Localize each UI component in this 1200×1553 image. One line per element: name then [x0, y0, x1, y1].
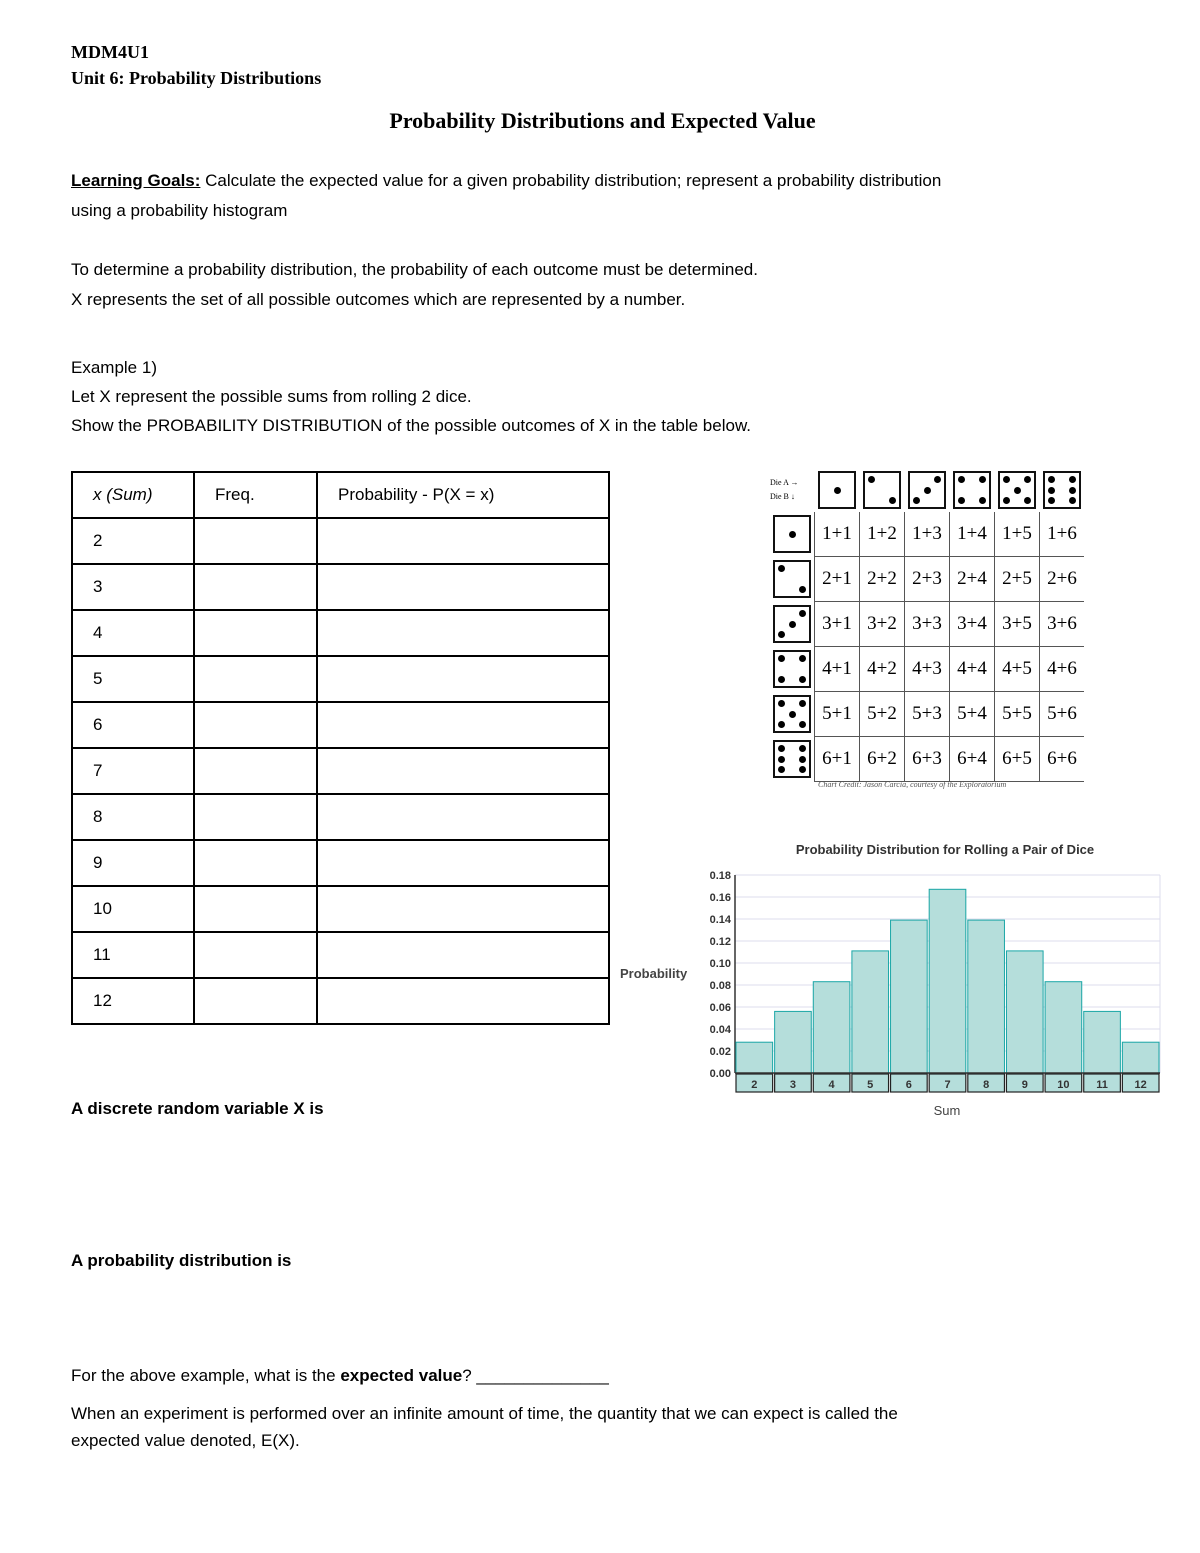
sum-cell: 5: [72, 656, 194, 702]
die-face-5-icon: [773, 695, 811, 733]
y-tick-label: 0.04: [709, 1024, 731, 1036]
pip: [1024, 476, 1031, 483]
expected-value-definition: expected value denoted, E(X).: [71, 1431, 300, 1450]
table-row: [72, 840, 609, 886]
x-tick-label: 9: [1021, 1079, 1028, 1091]
sum-cell: 11: [72, 932, 194, 978]
sum-cell: 9: [72, 840, 194, 886]
pip: [979, 497, 986, 504]
dice-sum-cell: 2+3: [905, 557, 950, 602]
pip: [778, 676, 785, 683]
table-row: [72, 656, 609, 702]
dice-sum-cell: 3+5: [995, 602, 1040, 647]
pip: [1069, 487, 1076, 494]
dice-sum-cell: 6+2: [860, 737, 905, 782]
pip: [799, 700, 806, 707]
x-tick-label: 12: [1134, 1079, 1147, 1091]
dice-sum-cell: 1+5: [995, 512, 1040, 557]
dice-row: [770, 512, 1084, 557]
sum-cell: 2: [72, 518, 194, 564]
freq-cell[interactable]: [194, 518, 317, 564]
dice-sum-cell: 4+4: [950, 647, 995, 692]
die-face-2-icon: [773, 560, 811, 598]
pip: [1069, 476, 1076, 483]
pip: [1014, 487, 1021, 494]
dice-sum-cell: 1+3: [905, 512, 950, 557]
die-b-label: Die B ↓: [770, 492, 795, 501]
dice-sum-cell: 6+1: [815, 737, 860, 782]
freq-cell[interactable]: [194, 702, 317, 748]
pip: [789, 621, 796, 628]
histogram-bar: [813, 982, 850, 1073]
probability-cell[interactable]: [317, 932, 609, 978]
pip: [934, 476, 941, 483]
answer-blank[interactable]: ______________: [476, 1366, 609, 1385]
dice-sum-cell: 3+6: [1040, 602, 1085, 647]
freq-cell[interactable]: [194, 978, 317, 1024]
intro-line: To determine a probability distribution, the probability of each outcome must be determined.: [71, 260, 758, 279]
probability-cell[interactable]: [317, 518, 609, 564]
x-axis-label: Sum: [933, 1103, 961, 1118]
probability-cell[interactable]: [317, 748, 609, 794]
pip: [958, 497, 965, 504]
table-row: [72, 794, 609, 840]
die-face-3-icon: [908, 471, 946, 509]
pip: [799, 721, 806, 728]
die-face-4-icon: [953, 471, 991, 509]
y-axis-label: Probability: [620, 966, 688, 981]
y-tick-label: 0.16: [709, 892, 731, 904]
y-tick-label: 0.10: [709, 958, 731, 970]
pip: [1003, 497, 1010, 504]
pip: [789, 711, 796, 718]
course-code: MDM4U1: [71, 42, 149, 62]
sum-cell: 4: [72, 610, 194, 656]
column-header: Probability - P(X = x): [317, 472, 609, 518]
expected-value-definition: When an experiment is performed over an infinite amount of time, the quantity that we can expect is called the: [71, 1404, 898, 1423]
learning-goals: [71, 171, 941, 191]
pip: [778, 700, 785, 707]
x-tick-label: 2: [751, 1079, 758, 1091]
x-tick-label: 3: [789, 1079, 797, 1091]
pip: [979, 476, 986, 483]
dice-sum-cell: 5+1: [815, 692, 860, 737]
histogram-bar: [1084, 1011, 1121, 1073]
x-tick-label: 4: [828, 1079, 835, 1091]
table-row: [72, 748, 609, 794]
freq-cell[interactable]: [194, 564, 317, 610]
pip: [799, 745, 806, 752]
dice-row: [770, 692, 1084, 737]
table-row: [72, 518, 609, 564]
dice-row: [770, 557, 1084, 602]
dice-sum-cell: 4+6: [1040, 647, 1085, 692]
pip: [834, 487, 841, 494]
dice-sum-cell: 2+1: [815, 557, 860, 602]
probability-cell[interactable]: [317, 610, 609, 656]
dice-sum-cell: 6+5: [995, 737, 1040, 782]
pip: [799, 586, 806, 593]
learning-goals-text-2: using a probability histogram: [71, 201, 288, 220]
discrete-variable-prompt: A discrete random variable X is: [71, 1099, 324, 1118]
pip: [1048, 476, 1055, 483]
sum-cell: 8: [72, 794, 194, 840]
histogram-bar: [736, 1042, 773, 1073]
learning-goals-label: Learning Goals:: [71, 171, 201, 190]
histogram-bar: [891, 920, 928, 1073]
die-a-label: Die A →: [770, 478, 799, 487]
pip: [1048, 497, 1055, 504]
dice-sum-cell: 1+4: [950, 512, 995, 557]
die-face-6-icon: [773, 740, 811, 778]
pip: [1024, 497, 1031, 504]
unit-title: Unit 6: Probability Distributions: [71, 68, 322, 88]
example-heading: Example 1): [71, 358, 157, 377]
probability-cell[interactable]: [317, 794, 609, 840]
dice-sum-cell: 5+4: [950, 692, 995, 737]
dice-sum-cell: 4+3: [905, 647, 950, 692]
pip: [799, 756, 806, 763]
histogram-bar: [929, 889, 966, 1073]
histogram-bar: [1122, 1042, 1159, 1073]
pip: [778, 565, 785, 572]
probability-cell[interactable]: [317, 702, 609, 748]
pip: [1003, 476, 1010, 483]
column-header: Freq.: [194, 472, 317, 518]
pip: [924, 487, 931, 494]
probability-cell[interactable]: [317, 564, 609, 610]
intro-line: X represents the set of all possible outcomes which are represented by a number.: [71, 290, 686, 309]
pip: [958, 476, 965, 483]
sum-cell: 10: [72, 886, 194, 932]
x-tick-label: 7: [944, 1079, 951, 1091]
y-tick-label: 0.06: [709, 1002, 731, 1014]
dice-sum-cell: 4+1: [815, 647, 860, 692]
dice-sum-cell: 6+6: [1040, 737, 1085, 782]
pip: [799, 610, 806, 617]
dice-sum-cell: 3+2: [860, 602, 905, 647]
example-line: Show the PROBABILITY DISTRIBUTION of the possible outcomes of X in the table below.: [71, 416, 752, 435]
probability-distribution-prompt: A probability distribution is: [71, 1251, 292, 1270]
sum-cell: 6: [72, 702, 194, 748]
histogram-bar: [852, 951, 889, 1073]
dice-sum-cell: 1+6: [1040, 512, 1085, 557]
pip: [789, 531, 796, 538]
pip: [889, 497, 896, 504]
probability-cell[interactable]: [317, 656, 609, 702]
histogram-bar: [1006, 951, 1043, 1073]
table-header-row: [72, 472, 609, 518]
dice-sum-cell: 1+2: [860, 512, 905, 557]
dice-sum-cell: 3+4: [950, 602, 995, 647]
pip: [778, 756, 785, 763]
die-face-1-icon: [818, 471, 856, 509]
dice-outcomes-grid: [770, 468, 1084, 782]
x-tick-label: 5: [867, 1079, 874, 1091]
pip: [799, 766, 806, 773]
sum-cell: 12: [72, 978, 194, 1024]
x-tick-label: 10: [1057, 1079, 1070, 1091]
pip: [778, 745, 785, 752]
die-face-5-icon: [998, 471, 1036, 509]
pip: [1048, 487, 1055, 494]
table-row: [72, 886, 609, 932]
freq-cell[interactable]: [194, 932, 317, 978]
histogram-bar: [968, 920, 1005, 1073]
dice-sum-cell: 5+6: [1040, 692, 1085, 737]
y-tick-label: 0.00: [709, 1068, 731, 1080]
table-row: [72, 702, 609, 748]
pip: [799, 655, 806, 662]
dice-sum-cell: 2+6: [1040, 557, 1085, 602]
example-line: Let X represent the possible sums from rolling 2 dice.: [71, 387, 472, 406]
pip: [778, 721, 785, 728]
die-face-2-icon: [863, 471, 901, 509]
question-text: ?: [462, 1366, 477, 1385]
column-header: x (Sum): [93, 485, 153, 504]
freq-cell[interactable]: [194, 610, 317, 656]
dice-sum-cell: 6+4: [950, 737, 995, 782]
sum-cell: 7: [72, 748, 194, 794]
die-face-4-icon: [773, 650, 811, 688]
page-title: Probability Distributions and Expected Value: [389, 108, 816, 133]
question-bold: expected value: [340, 1366, 463, 1385]
dice-sum-cell: 2+4: [950, 557, 995, 602]
dice-sum-cell: 3+3: [905, 602, 950, 647]
dice-sum-cell: 4+5: [995, 647, 1040, 692]
dice-sum-cell: 5+3: [905, 692, 950, 737]
sum-cell: 3: [72, 564, 194, 610]
table-row: [72, 564, 609, 610]
dice-sum-cell: 1+1: [815, 512, 860, 557]
probability-cell[interactable]: [317, 840, 609, 886]
expected-value-question: [71, 1366, 609, 1386]
die-face-1-icon: [773, 515, 811, 553]
y-tick-label: 0.12: [709, 936, 731, 948]
x-tick-label: 11: [1096, 1079, 1108, 1091]
die-face-3-icon: [773, 605, 811, 643]
histogram-bar: [1045, 982, 1082, 1073]
table-row: [72, 978, 609, 1024]
pip: [913, 497, 920, 504]
freq-cell[interactable]: [194, 794, 317, 840]
table-row: [72, 932, 609, 978]
dice-sum-cell: 4+2: [860, 647, 905, 692]
dice-sum-cell: 5+2: [860, 692, 905, 737]
dice-row: [770, 647, 1084, 692]
probability-cell[interactable]: [317, 978, 609, 1024]
x-tick-label: 8: [983, 1079, 990, 1091]
pip: [778, 655, 785, 662]
dice-sum-cell: 2+2: [860, 557, 905, 602]
dice-sum-cell: 2+5: [995, 557, 1040, 602]
y-tick-label: 0.02: [709, 1046, 731, 1058]
dice-row: [770, 737, 1084, 782]
probability-distribution-table: [71, 471, 610, 1025]
dice-sum-cell: 5+5: [995, 692, 1040, 737]
y-tick-label: 0.18: [709, 870, 731, 882]
freq-cell[interactable]: [194, 748, 317, 794]
dice-row: [770, 602, 1084, 647]
pip: [778, 766, 785, 773]
die-face-6-icon: [1043, 471, 1081, 509]
pip: [868, 476, 875, 483]
chart-title: Probability Distribution for Rolling a Pair of Dice: [795, 842, 1095, 857]
pip: [799, 676, 806, 683]
probability-cell[interactable]: [317, 886, 609, 932]
freq-cell[interactable]: [194, 840, 317, 886]
y-tick-label: 0.14: [709, 914, 731, 926]
learning-goals-text: Calculate the expected value for a given probability distribution; represent a probability distribution: [200, 171, 942, 190]
pip: [1069, 497, 1076, 504]
histogram-bar: [775, 1011, 812, 1073]
probability-histogram: [615, 835, 1175, 1125]
freq-cell[interactable]: [194, 656, 317, 702]
pip: [778, 631, 785, 638]
dice-sum-cell: 6+3: [905, 737, 950, 782]
image-credit: Chart Credit: Jason Carcia, courtesy of the Exploratorium: [818, 780, 1007, 789]
freq-cell[interactable]: [194, 886, 317, 932]
table-row: [72, 610, 609, 656]
y-tick-label: 0.08: [709, 980, 731, 992]
question-text: For the above example, what is the: [71, 1366, 341, 1385]
x-tick-label: 6: [905, 1079, 912, 1091]
dice-sum-cell: 3+1: [815, 602, 860, 647]
